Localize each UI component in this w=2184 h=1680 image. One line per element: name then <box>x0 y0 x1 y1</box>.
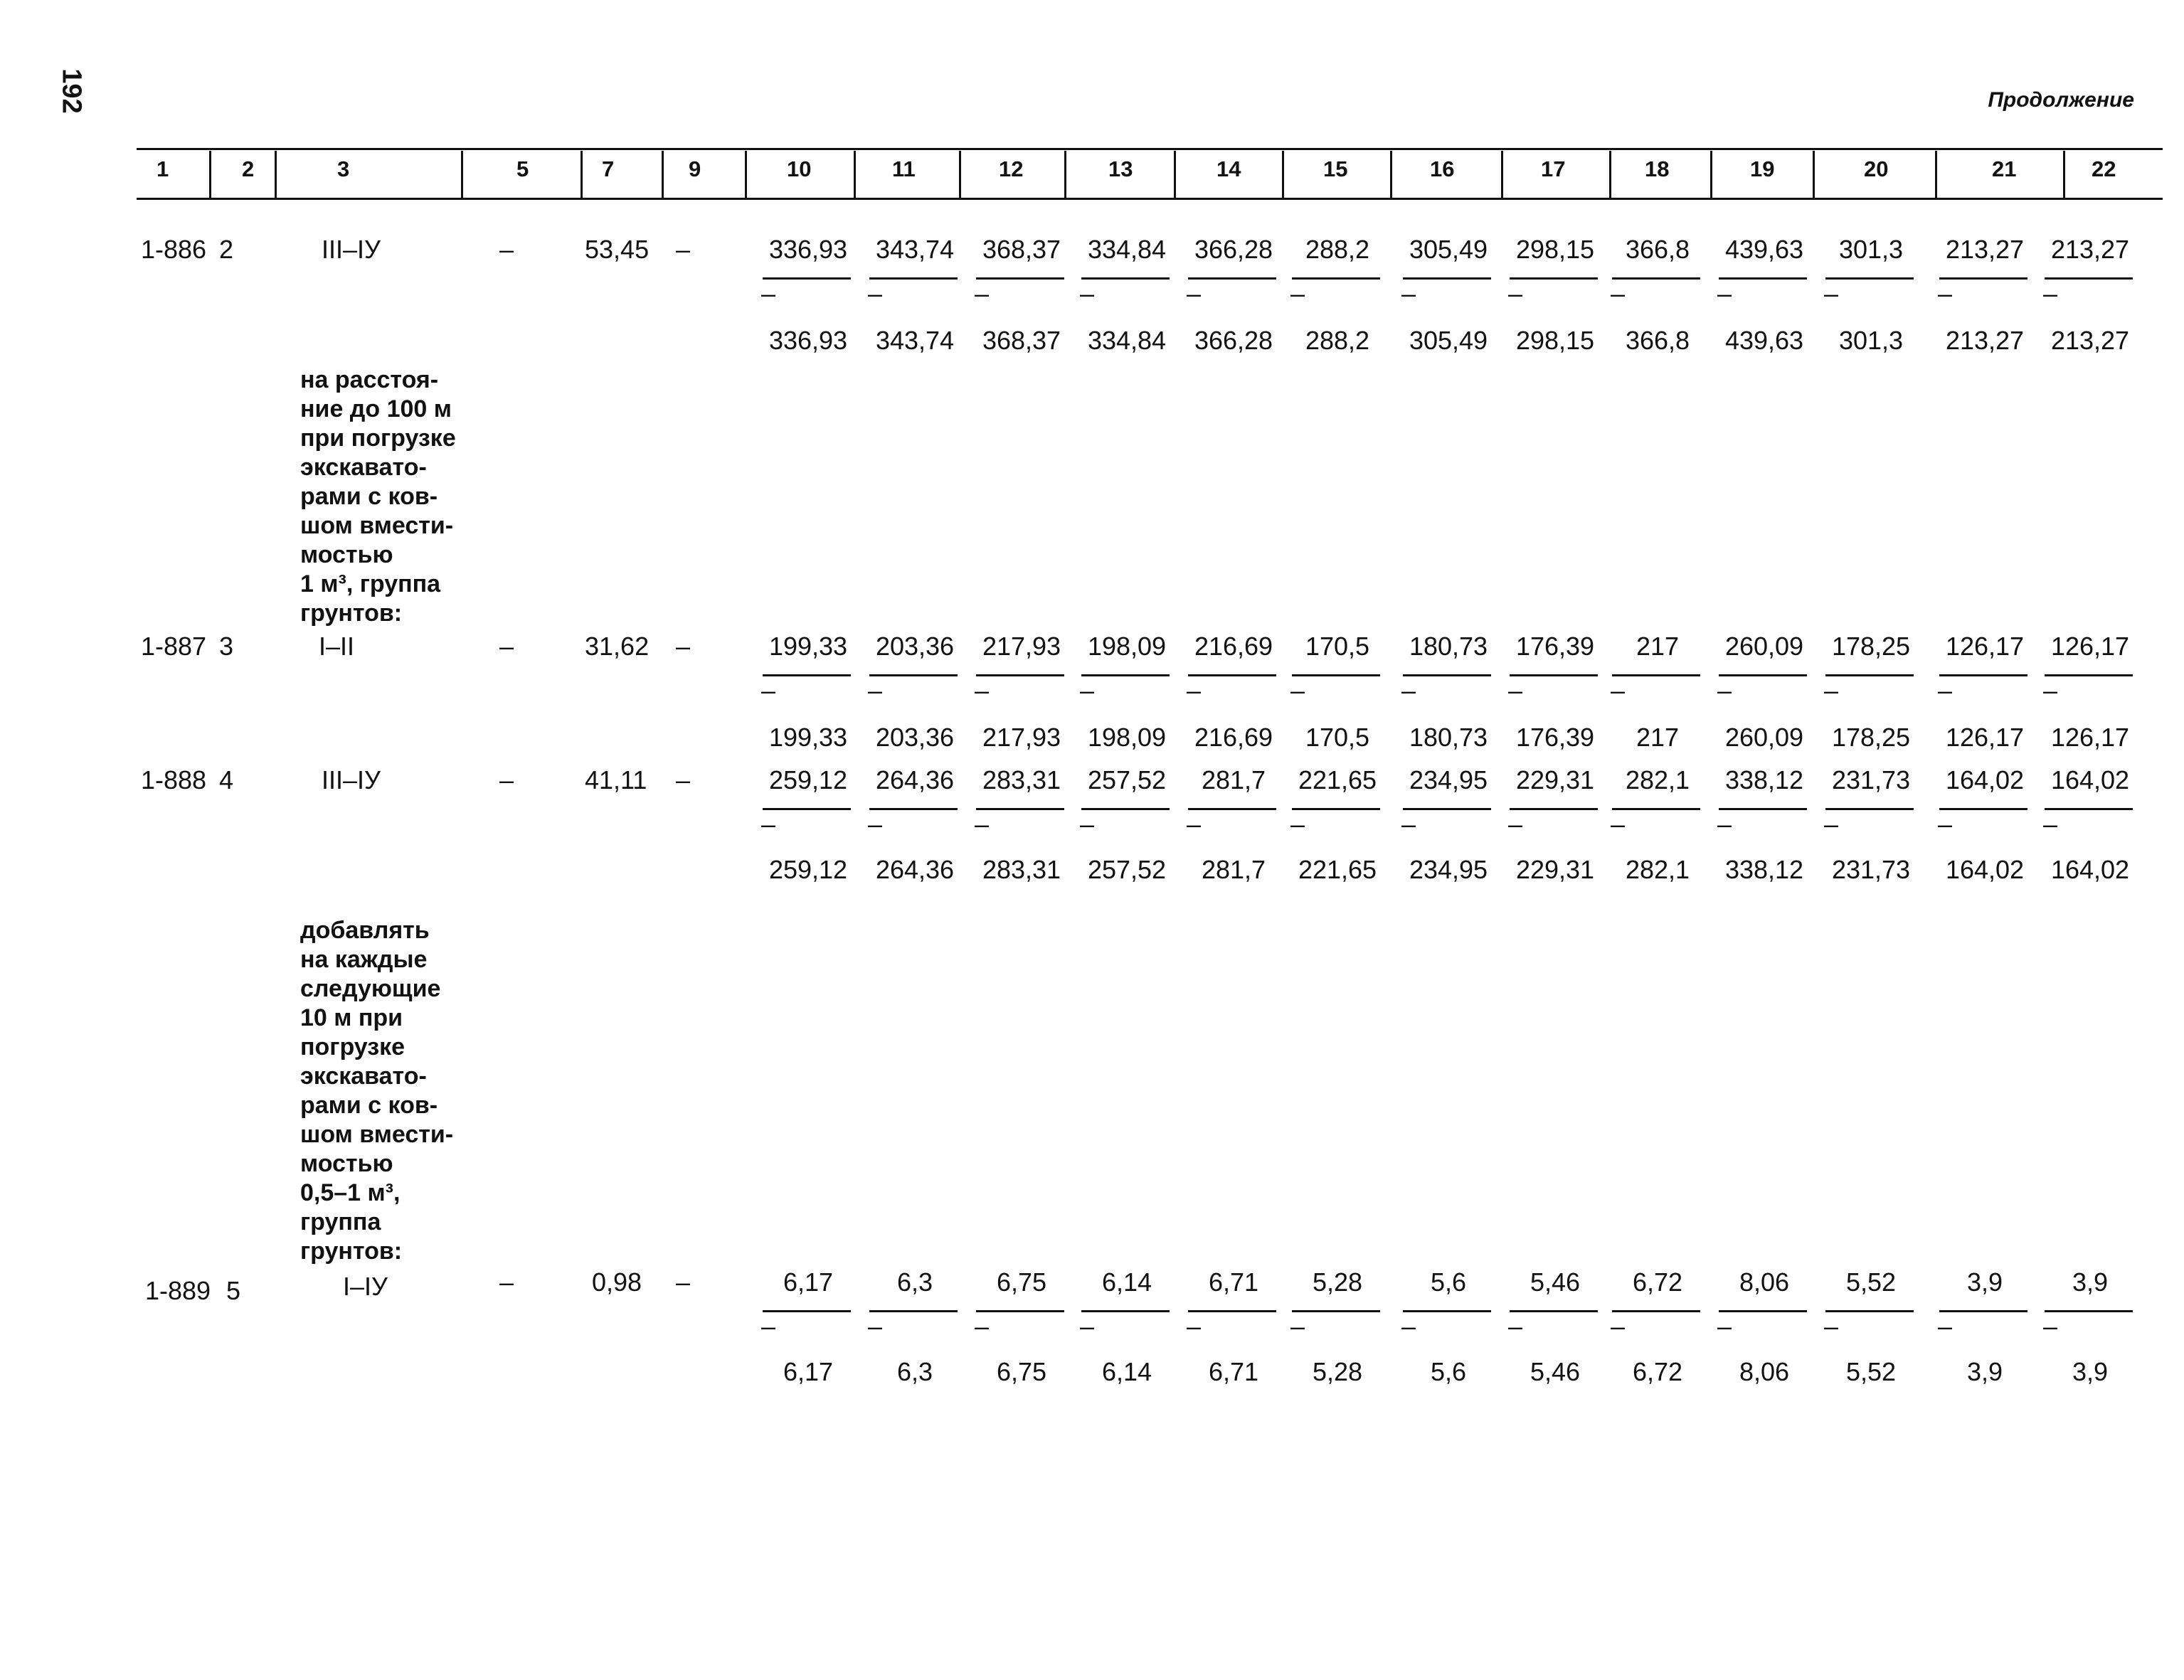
header-col-1: 1 <box>157 156 169 181</box>
header-col-12: 12 <box>999 156 1024 181</box>
fraction-bar <box>1612 674 1700 676</box>
fraction-bar <box>1939 808 2027 810</box>
value-mid: – <box>1508 676 1523 705</box>
value-mid: – <box>975 809 990 839</box>
fraction-bar <box>1612 808 1700 810</box>
fraction-bar <box>2045 1310 2133 1312</box>
fraction-bar <box>1612 277 1700 280</box>
value-bottom: 283,31 <box>982 855 1061 884</box>
fraction-bar <box>1403 277 1491 280</box>
header-col-21: 21 <box>1992 156 2017 181</box>
note-line: добавлять <box>300 917 430 944</box>
fraction-bar <box>1403 1310 1491 1312</box>
fraction-bar <box>1292 808 1380 810</box>
fraction-bar <box>763 808 851 810</box>
fraction-bar <box>1188 277 1276 280</box>
value-top: 338,12 <box>1724 765 1804 794</box>
value-top: 281,7 <box>1201 765 1266 794</box>
value-bottom: 178,25 <box>1831 723 1911 752</box>
fraction-bar <box>869 1310 958 1312</box>
value-mid: – <box>1611 1312 1626 1341</box>
note-line: мостью <box>300 541 393 568</box>
value-mid: – <box>2043 676 2058 705</box>
value-top: 126,17 <box>1945 632 2025 661</box>
value-bottom: 264,36 <box>875 855 955 884</box>
value-bottom: 368,37 <box>982 326 1061 355</box>
fraction-bar <box>869 808 958 810</box>
value-bottom: 257,52 <box>1087 855 1167 884</box>
value-bottom: 164,02 <box>2050 855 2130 884</box>
header-separator <box>959 151 961 199</box>
row-code: 1-889 <box>145 1276 211 1305</box>
header-separator <box>461 151 463 199</box>
header-separator <box>1064 151 1066 199</box>
header-col-14: 14 <box>1216 156 1241 181</box>
value-mid: – <box>868 279 883 308</box>
value-top: 305,49 <box>1409 235 1488 264</box>
soil-group: III–IУ <box>322 235 381 264</box>
value-bottom: 282,1 <box>1625 855 1690 884</box>
note-line: на каждые <box>300 946 428 973</box>
value-bottom: 213,27 <box>2050 326 2130 355</box>
value-mid: – <box>868 1312 883 1341</box>
fraction-bar <box>763 1310 851 1312</box>
value-top: 439,63 <box>1724 235 1804 264</box>
value-top: 368,37 <box>982 235 1061 264</box>
header-separator <box>1390 151 1392 199</box>
value-mid: – <box>1717 809 1732 839</box>
fraction-bar <box>763 674 851 676</box>
value-mid: – <box>1717 1312 1732 1341</box>
value-mid: – <box>868 809 883 839</box>
fraction-bar <box>763 277 851 280</box>
header-col-9: 9 <box>689 156 701 181</box>
header-separator <box>581 151 583 199</box>
row-code: 1-886 <box>141 235 207 264</box>
value-mid: – <box>1824 809 1839 839</box>
value-bottom: 126,17 <box>1945 723 2025 752</box>
soil-group: I–IУ <box>343 1272 388 1301</box>
value-bottom: 281,7 <box>1201 855 1266 884</box>
header-separator <box>209 151 211 199</box>
value-bottom: 199,33 <box>768 723 848 752</box>
header-col-16: 16 <box>1430 156 1455 181</box>
header-col-17: 17 <box>1541 156 1566 181</box>
note-line: грунтов: <box>300 600 403 627</box>
header-col-22: 22 <box>2092 156 2116 181</box>
row-code: 1-888 <box>141 765 207 794</box>
fraction-bar <box>869 277 958 280</box>
value-top: 298,15 <box>1515 235 1595 264</box>
value-top: 217 <box>1636 632 1680 661</box>
note-line: рами с ков- <box>300 483 438 510</box>
header-col-7: 7 <box>602 156 615 181</box>
header-top-rule <box>137 148 2163 150</box>
value-mid: – <box>1717 676 1732 705</box>
fraction-bar <box>976 277 1064 280</box>
value-top: 6,71 <box>1208 1267 1259 1297</box>
value-bottom: 203,36 <box>875 723 955 752</box>
row-number: 5 <box>226 1276 241 1305</box>
value-mid: – <box>1717 279 1732 308</box>
value-bottom: 336,93 <box>768 326 848 355</box>
value-bottom: 6,17 <box>783 1357 834 1386</box>
fraction-bar <box>1188 1310 1276 1312</box>
value-bottom: 6,75 <box>996 1357 1047 1386</box>
value-bottom: 126,17 <box>2050 723 2130 752</box>
value-top: 229,31 <box>1515 765 1595 794</box>
value-top: 257,52 <box>1087 765 1167 794</box>
note-line: мостью <box>300 1150 393 1177</box>
value-top: 203,36 <box>875 632 955 661</box>
note-line: экскавато- <box>300 1063 427 1090</box>
note-distance-100m <box>300 366 456 628</box>
value-bottom: 213,27 <box>1945 326 2025 355</box>
header-col-11: 11 <box>892 156 916 181</box>
col7-value: 0,98 <box>592 1267 642 1297</box>
col5-value: – <box>499 765 514 794</box>
fraction-bar <box>2045 808 2133 810</box>
header-col-19: 19 <box>1750 156 1775 181</box>
col9-value: – <box>676 235 691 264</box>
fraction-bar <box>1292 277 1380 280</box>
value-top: 3,9 <box>2072 1267 2109 1297</box>
header-separator <box>1282 151 1284 199</box>
col7-value: 41,11 <box>585 765 647 794</box>
col9-value: – <box>676 1267 691 1297</box>
value-bottom: 221,65 <box>1298 855 1377 884</box>
header-separator <box>1710 151 1712 199</box>
value-top: 217,93 <box>982 632 1061 661</box>
header-separator <box>662 151 664 199</box>
value-mid: – <box>1187 279 1202 308</box>
value-top: 8,06 <box>1739 1267 1790 1297</box>
note-line: экскавато- <box>300 454 427 481</box>
note-line: при погрузке <box>300 425 456 452</box>
col9-value: – <box>676 765 691 794</box>
header-separator <box>1501 151 1503 199</box>
value-bottom: 6,71 <box>1208 1357 1259 1386</box>
fraction-bar <box>2045 277 2133 280</box>
note-line: погрузке <box>300 1033 405 1060</box>
value-mid: – <box>1938 1312 1953 1341</box>
value-top: 178,25 <box>1831 632 1911 661</box>
value-mid: – <box>2043 1312 2058 1341</box>
value-mid: – <box>1508 809 1523 839</box>
fraction-bar <box>1719 674 1807 676</box>
header-col-5: 5 <box>516 156 529 181</box>
value-mid: – <box>1824 676 1839 705</box>
value-mid: – <box>1080 279 1095 308</box>
fraction-bar <box>1612 1310 1700 1312</box>
value-bottom: 305,49 <box>1409 326 1488 355</box>
value-bottom: 5,52 <box>1845 1357 1897 1386</box>
page-number: 192 <box>56 68 87 114</box>
value-top: 198,09 <box>1087 632 1167 661</box>
value-top: 6,75 <box>996 1267 1047 1297</box>
header-separator <box>854 151 856 199</box>
value-mid: – <box>1080 809 1095 839</box>
value-mid: – <box>975 676 990 705</box>
soil-group: I–II <box>319 632 355 661</box>
value-mid: – <box>1080 1312 1095 1341</box>
fraction-bar <box>976 1310 1064 1312</box>
value-bottom: 6,72 <box>1632 1357 1683 1386</box>
note-line: шом вмести- <box>300 512 454 539</box>
fraction-bar <box>1939 277 2027 280</box>
value-top: 264,36 <box>875 765 955 794</box>
value-top: 231,73 <box>1831 765 1911 794</box>
header-separator <box>1609 151 1611 199</box>
header-col-15: 15 <box>1323 156 1348 181</box>
value-bottom: 6,14 <box>1101 1357 1152 1386</box>
fraction-bar <box>1510 674 1598 676</box>
header-bottom-rule <box>137 198 2163 200</box>
value-bottom: 259,12 <box>768 855 848 884</box>
soil-group: III–IУ <box>322 765 381 794</box>
fraction-bar <box>1825 674 1914 676</box>
value-top: 216,69 <box>1194 632 1273 661</box>
value-bottom: 234,95 <box>1409 855 1488 884</box>
fraction-bar <box>1081 1310 1170 1312</box>
row-number: 4 <box>219 765 234 794</box>
value-top: 213,27 <box>2050 235 2130 264</box>
value-bottom: 366,8 <box>1625 326 1690 355</box>
value-mid: – <box>1401 809 1416 839</box>
fraction-bar <box>1825 277 1914 280</box>
col5-value: – <box>499 1267 514 1297</box>
value-mid: – <box>1611 279 1626 308</box>
note-line: на расстоя- <box>300 366 439 393</box>
continuation-label: Продолжение <box>1988 88 2134 112</box>
value-mid: – <box>1611 676 1626 705</box>
fraction-bar <box>1081 277 1170 280</box>
header-separator <box>1935 151 1937 199</box>
value-top: 170,5 <box>1305 632 1370 661</box>
value-top: 283,31 <box>982 765 1061 794</box>
header-col-2: 2 <box>242 156 255 181</box>
value-bottom: 180,73 <box>1409 723 1488 752</box>
value-mid: – <box>1508 1312 1523 1341</box>
note-line: 0,5–1 м³, <box>300 1179 401 1206</box>
value-mid: – <box>1938 676 1953 705</box>
fraction-bar <box>1188 808 1276 810</box>
header-col-18: 18 <box>1645 156 1670 181</box>
value-bottom: 338,12 <box>1724 855 1804 884</box>
fraction-bar <box>1188 674 1276 676</box>
fraction-bar <box>1292 1310 1380 1312</box>
value-mid: – <box>1401 279 1416 308</box>
value-bottom: 5,46 <box>1530 1357 1581 1386</box>
header-col-20: 20 <box>1864 156 1889 181</box>
fraction-bar <box>869 674 958 676</box>
value-top: 176,39 <box>1515 632 1595 661</box>
header-separator <box>1174 151 1176 199</box>
value-bottom: 334,84 <box>1087 326 1167 355</box>
fraction-bar <box>1403 808 1491 810</box>
fraction-bar <box>1510 808 1598 810</box>
value-top: 366,28 <box>1194 235 1273 264</box>
value-mid: – <box>1290 676 1305 705</box>
value-mid: – <box>1508 279 1523 308</box>
col7-value: 31,62 <box>585 632 650 661</box>
value-top: 5,6 <box>1430 1267 1467 1297</box>
value-bottom: 343,74 <box>875 326 955 355</box>
value-top: 164,02 <box>2050 765 2130 794</box>
note-line: 10 м при <box>300 1004 403 1031</box>
value-mid: – <box>2043 809 2058 839</box>
header-separator <box>275 151 277 199</box>
fraction-bar <box>1825 808 1914 810</box>
value-mid: – <box>1187 1312 1202 1341</box>
value-bottom: 5,28 <box>1312 1357 1363 1386</box>
value-mid: – <box>1290 809 1305 839</box>
value-top: 6,3 <box>896 1267 933 1297</box>
value-top: 5,28 <box>1312 1267 1363 1297</box>
value-bottom: 170,5 <box>1305 723 1370 752</box>
header-separator <box>1813 151 1815 199</box>
value-top: 6,14 <box>1101 1267 1152 1297</box>
value-top: 336,93 <box>768 235 848 264</box>
value-bottom: 301,3 <box>1838 326 1904 355</box>
value-mid: – <box>2043 279 2058 308</box>
value-top: 234,95 <box>1409 765 1488 794</box>
note-line: группа <box>300 1208 381 1235</box>
row-number: 2 <box>219 235 234 264</box>
value-bottom: 229,31 <box>1515 855 1595 884</box>
value-top: 366,8 <box>1625 235 1690 264</box>
header-separator <box>2063 151 2065 199</box>
value-mid: – <box>1187 676 1202 705</box>
value-mid: – <box>761 676 776 705</box>
header-col-10: 10 <box>787 156 812 181</box>
value-mid: – <box>1611 809 1626 839</box>
value-top: 343,74 <box>875 235 955 264</box>
fraction-bar <box>1939 1310 2027 1312</box>
value-top: 301,3 <box>1838 235 1904 264</box>
value-mid: – <box>761 279 776 308</box>
value-bottom: 439,63 <box>1724 326 1804 355</box>
value-top: 334,84 <box>1087 235 1167 264</box>
value-mid: – <box>1824 1312 1839 1341</box>
value-top: 3,9 <box>1966 1267 2003 1297</box>
value-bottom: 5,6 <box>1430 1357 1467 1386</box>
value-mid: – <box>975 279 990 308</box>
value-bottom: 366,28 <box>1194 326 1273 355</box>
row-code: 1-887 <box>141 632 207 661</box>
value-top: 288,2 <box>1305 235 1370 264</box>
value-mid: – <box>761 809 776 839</box>
value-mid: – <box>1080 676 1095 705</box>
value-top: 260,09 <box>1724 632 1804 661</box>
value-mid: – <box>1824 279 1839 308</box>
value-bottom: 176,39 <box>1515 723 1595 752</box>
fraction-bar <box>1292 674 1380 676</box>
value-mid: – <box>868 676 883 705</box>
fraction-bar <box>1403 674 1491 676</box>
note-line: грунтов: <box>300 1238 403 1265</box>
value-mid: – <box>1187 809 1202 839</box>
value-bottom: 217 <box>1636 723 1680 752</box>
value-mid: – <box>975 1312 990 1341</box>
value-bottom: 3,9 <box>2072 1357 2109 1386</box>
value-bottom: 298,15 <box>1515 326 1595 355</box>
header-separator <box>745 151 747 199</box>
value-top: 213,27 <box>1945 235 2025 264</box>
value-top: 126,17 <box>2050 632 2130 661</box>
fraction-bar <box>1510 1310 1598 1312</box>
value-top: 221,65 <box>1298 765 1377 794</box>
value-top: 6,72 <box>1632 1267 1683 1297</box>
value-bottom: 3,9 <box>1966 1357 2003 1386</box>
value-top: 5,46 <box>1530 1267 1581 1297</box>
value-mid: – <box>1401 676 1416 705</box>
value-top: 164,02 <box>1945 765 2025 794</box>
value-mid: – <box>1938 809 1953 839</box>
value-top: 199,33 <box>768 632 848 661</box>
fraction-bar <box>1939 674 2027 676</box>
value-top: 5,52 <box>1845 1267 1897 1297</box>
col7-value: 53,45 <box>585 235 650 264</box>
value-mid: – <box>1290 1312 1305 1341</box>
value-top: 282,1 <box>1625 765 1690 794</box>
note-line: шом вмести- <box>300 1121 454 1148</box>
value-bottom: 231,73 <box>1831 855 1911 884</box>
header-col-13: 13 <box>1108 156 1133 181</box>
fraction-bar <box>1719 1310 1807 1312</box>
fraction-bar <box>976 674 1064 676</box>
fraction-bar <box>1825 1310 1914 1312</box>
value-top: 6,17 <box>783 1267 834 1297</box>
value-bottom: 216,69 <box>1194 723 1273 752</box>
value-bottom: 217,93 <box>982 723 1061 752</box>
value-top: 259,12 <box>768 765 848 794</box>
col9-value: – <box>676 632 691 661</box>
row-number: 3 <box>219 632 234 661</box>
note-add-per-10m <box>300 916 453 1266</box>
value-bottom: 6,3 <box>896 1357 933 1386</box>
value-bottom: 164,02 <box>1945 855 2025 884</box>
value-bottom: 288,2 <box>1305 326 1370 355</box>
value-mid: – <box>761 1312 776 1341</box>
header-col-3: 3 <box>337 156 350 181</box>
fraction-bar <box>2045 674 2133 676</box>
fraction-bar <box>1510 277 1598 280</box>
value-mid: – <box>1401 1312 1416 1341</box>
fraction-bar <box>976 808 1064 810</box>
note-line: 1 м³, группа <box>300 570 441 597</box>
note-line: ние до 100 м <box>300 395 452 422</box>
fraction-bar <box>1081 808 1170 810</box>
value-top: 180,73 <box>1409 632 1488 661</box>
fraction-bar <box>1719 808 1807 810</box>
note-line: следующие <box>300 975 441 1002</box>
value-bottom: 8,06 <box>1739 1357 1790 1386</box>
value-bottom: 198,09 <box>1087 723 1167 752</box>
value-mid: – <box>1290 279 1305 308</box>
fraction-bar <box>1719 277 1807 280</box>
value-bottom: 260,09 <box>1724 723 1804 752</box>
fraction-bar <box>1081 674 1170 676</box>
value-mid: – <box>1938 279 1953 308</box>
col5-value: – <box>499 235 514 264</box>
note-line: рами с ков- <box>300 1092 438 1119</box>
col5-value: – <box>499 632 514 661</box>
